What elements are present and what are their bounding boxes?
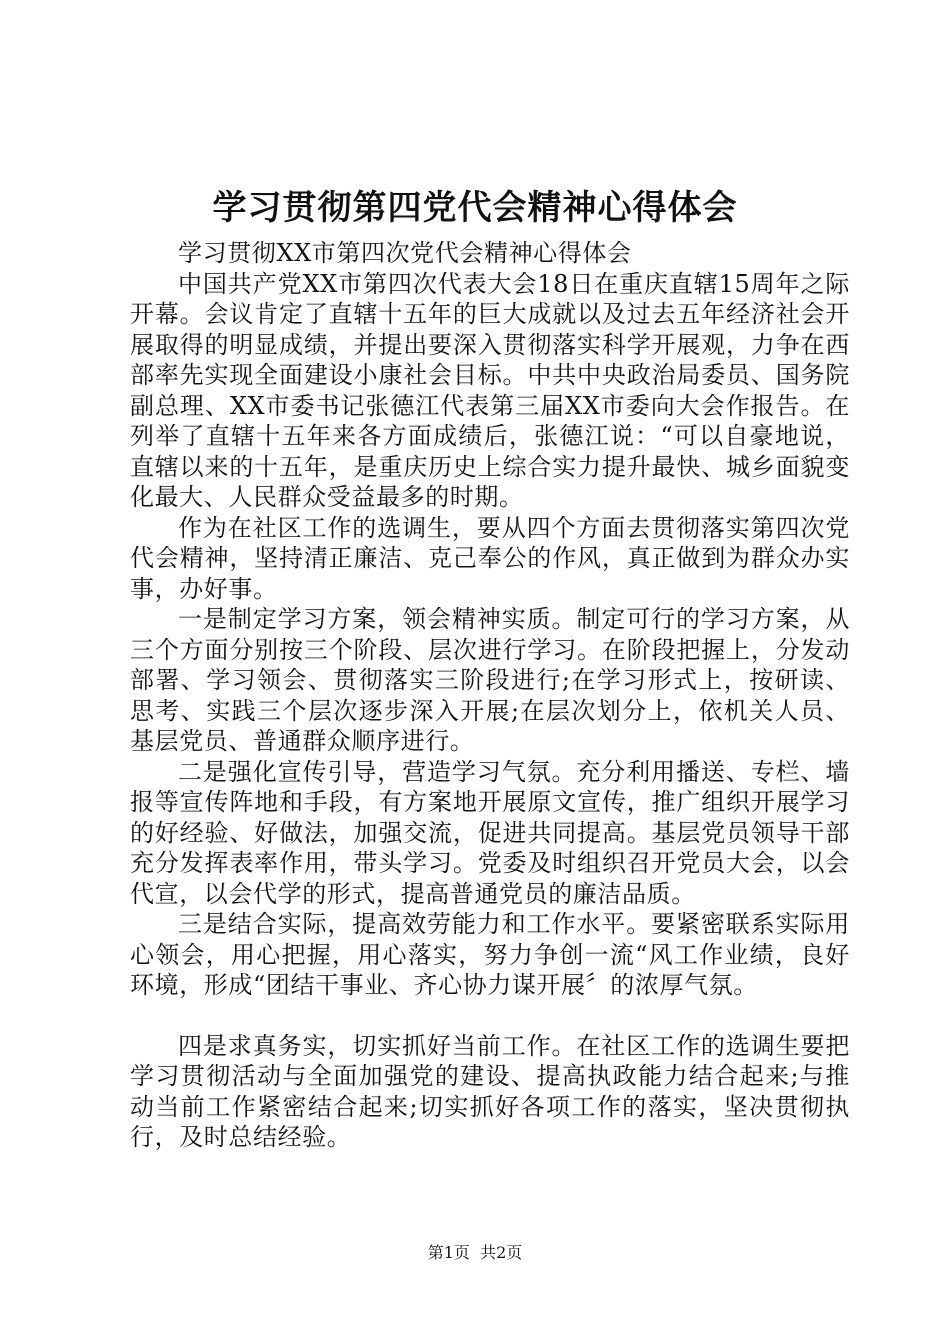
paragraph-point-four: 四是求真务实，切实抓好当前工作。在社区工作的选调生要把学习贯彻活动与全面加强党的建设、提高执政能力结合起来;与推动当前工作紧密结合起来;切实抓好各项工作的落实，坚决贯彻执行，及时总结经验。 [130, 1031, 850, 1151]
paragraph-point-one: 一是制定学习方案，领会精神实质。制定可行的学习方案，从三个方面分别按三个阶段、层次进行学习。在阶段把握上，分发动部署、学习领会、贯彻落实三阶段进行;在学习形式上，按研读、思考、实践三个层次逐步深入开展;在层次划分上，依机关人员、基层党员、普通群众顺序进行。 [130, 605, 850, 755]
paragraph-intro: 中国共产党XX市第四次代表大会18日在重庆直辖15周年之际开幕。会议肯定了直辖十五年的巨大成就以及过去五年经济社会开展取得的明显成绩，并提出要深入贯彻落实科学开展观，力争在西部率先实现全面建设小康社会目标。中共中央政治局委员、国务院副总理、XX市委书记张德江代表第三届XX市委向大会作报告。在列举了直辖十五年来各方面成绩后，张德江说：“可以自豪地说，直辖以来的十五年，是重庆历史上综合实力提升最快、城乡面貌变化最大、人民群众受益最多的时期。 [130, 269, 850, 511]
page-number-total: 共2页 [480, 1243, 523, 1262]
page-number-current: 第1页 [427, 1243, 470, 1262]
paragraph-subtitle: 学习贯彻XX市第四次党代会精神心得体会 [178, 239, 632, 267]
document-body [130, 238, 850, 1153]
document-title: 学习贯彻第四党代会精神心得体会 [212, 188, 738, 228]
paragraph-point-two: 二是强化宣传引导，营造学习气氛。充分利用播送、专栏、墙报等宣传阵地和手段，有方案地开展原文宣传，推广组织开展学习的好经验、好做法，加强交流，促进共同提高。基层党员领导干部充分发挥表率作用，带头学习。党委及时组织召开党员大会，以会代宣，以会代学的形式，提高普通党员的廉洁品质。 [130, 757, 850, 908]
paragraph-overview: 作为在社区工作的选调生，要从四个方面去贯彻落实第四次党代会精神，坚持清正廉洁、克己奉公的作风，真正做到为群众办实事，办好事。 [130, 513, 850, 603]
page-footer [0, 1243, 950, 1263]
paragraph-point-three: 三是结合实际，提高效劳能力和工作水平。要紧密联系实际用心领会，用心把握，用心落实，努力争创一流“风工作业绩，良好环境，形成“团结干事业、齐心协力谋开展〞的浓厚气氛。 [130, 910, 850, 999]
